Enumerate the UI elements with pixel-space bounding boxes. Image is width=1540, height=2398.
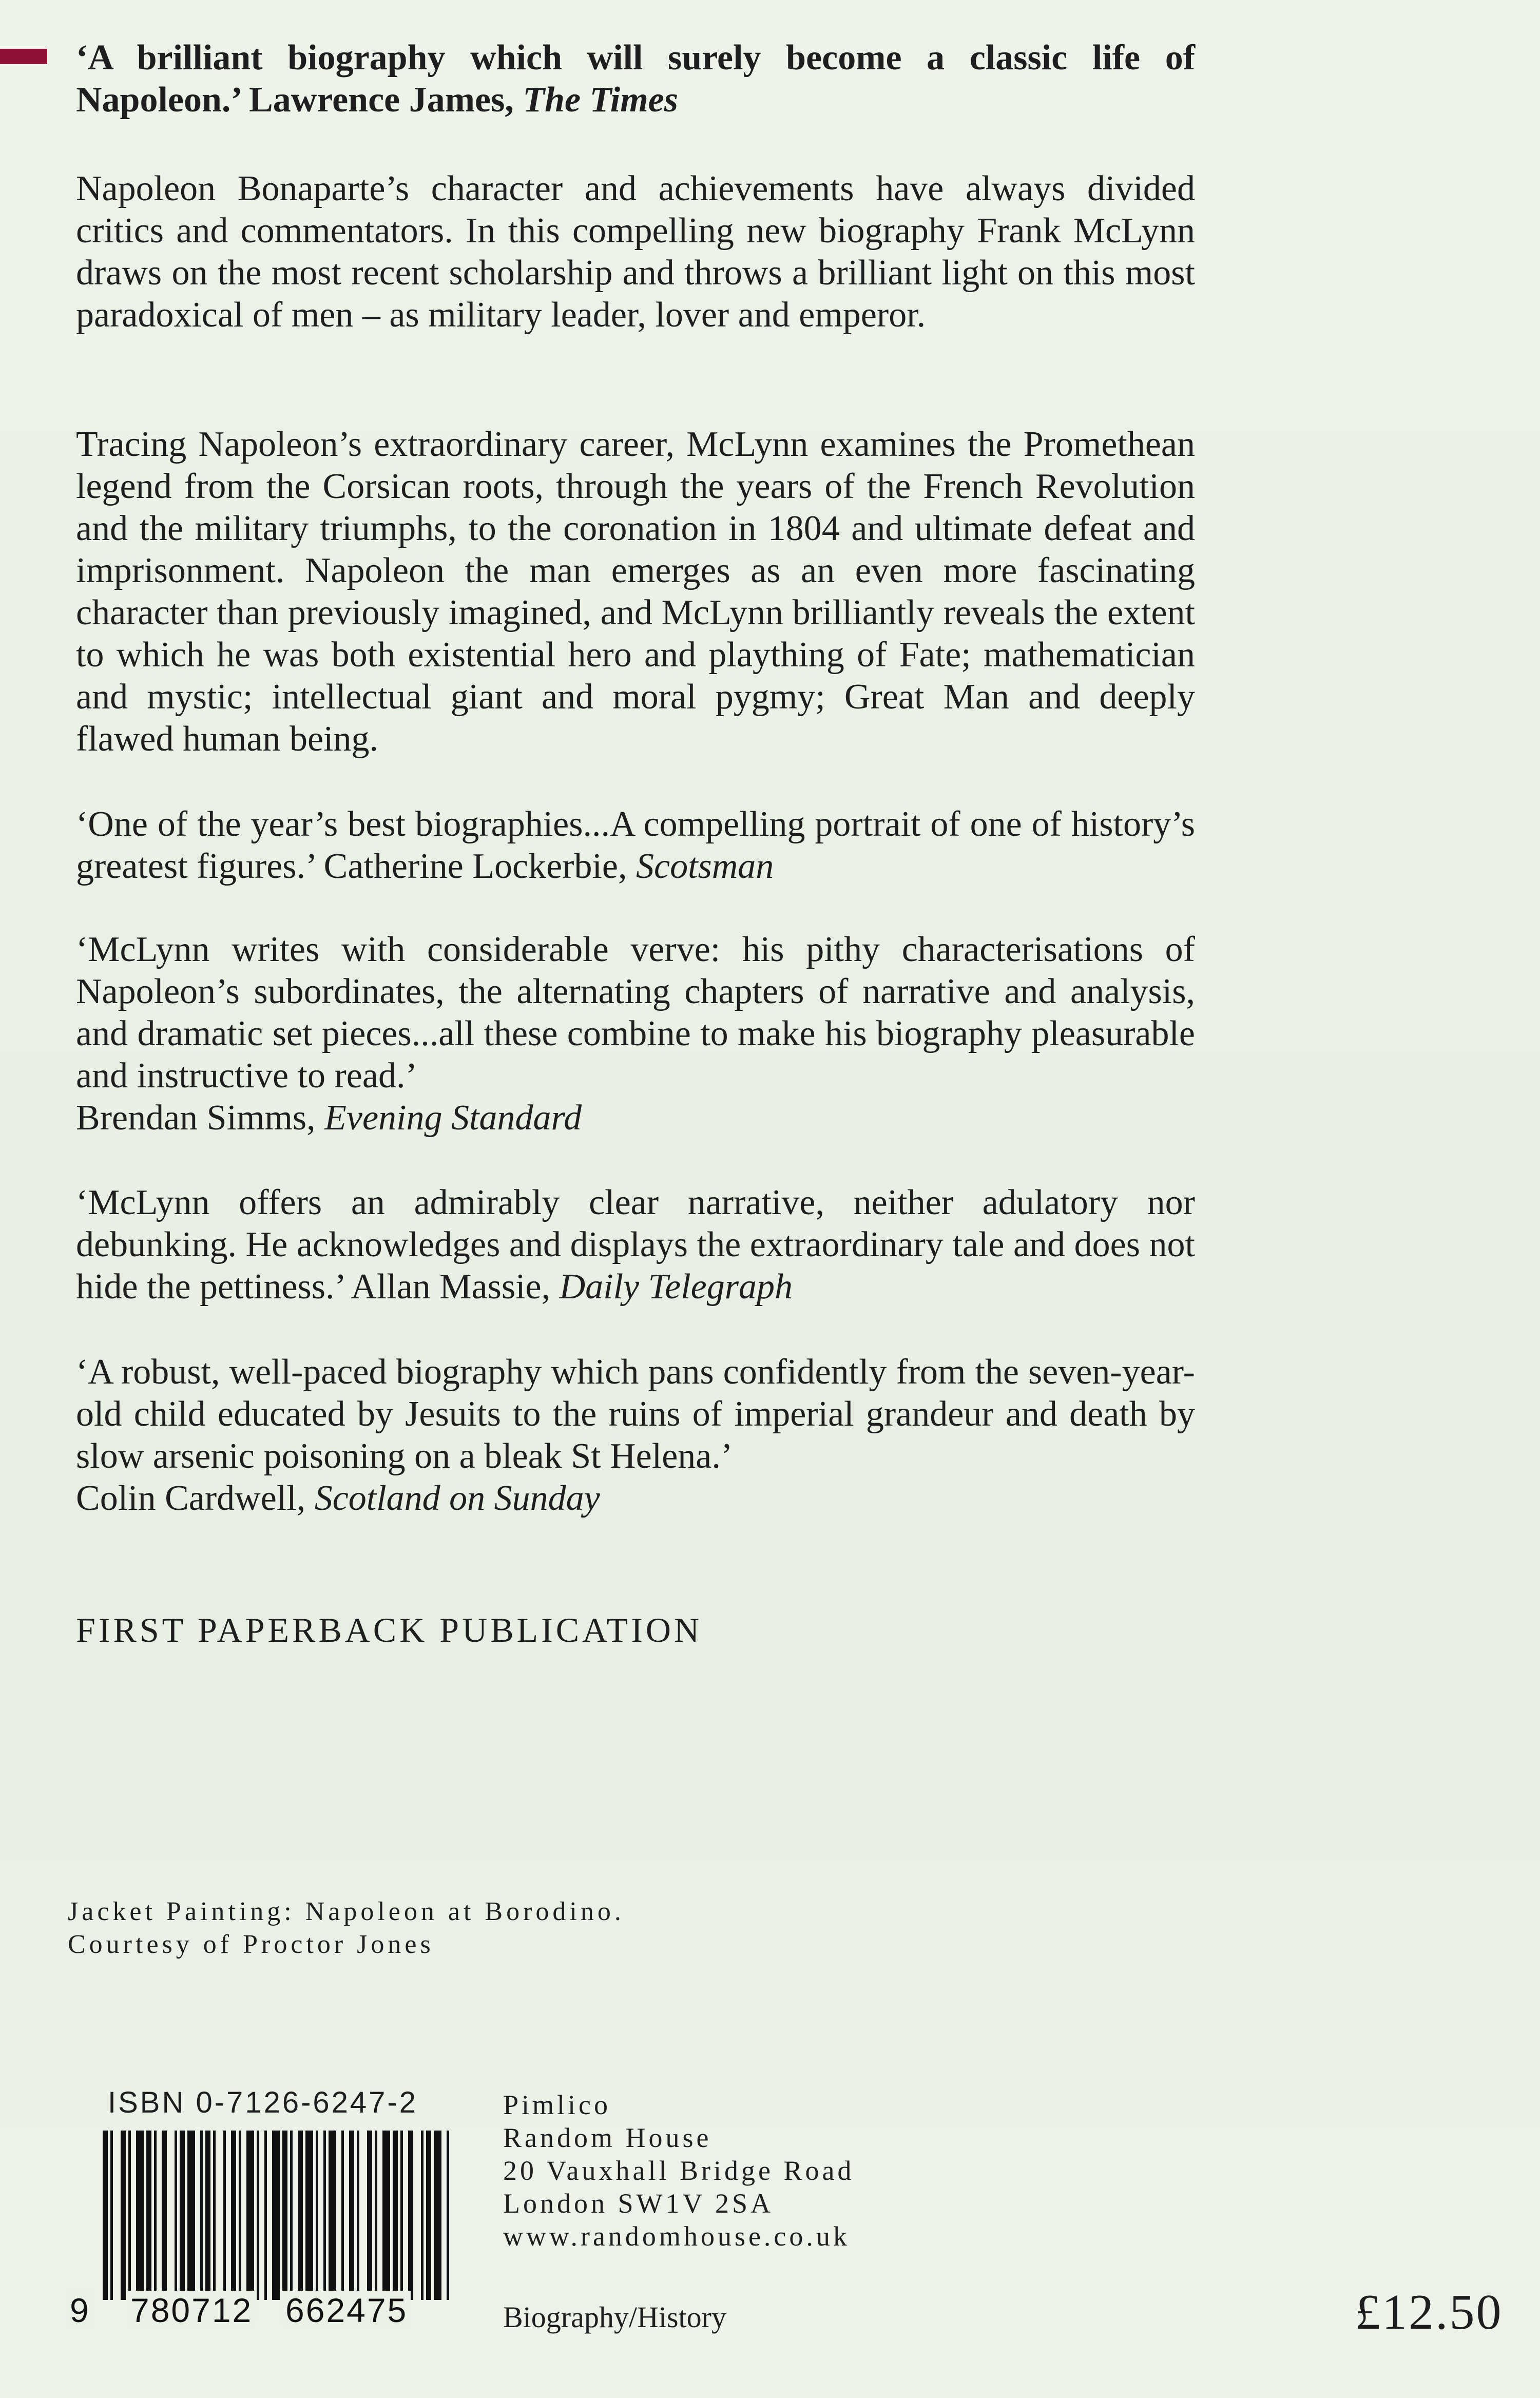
publisher-website: www.randomhouse.co.uk xyxy=(503,2221,850,2252)
review-text: ‘McLynn offers an admirably clear narrative, neither adulatory nor debunking. He acknowledges and displays the extraordinary tale and does not hide the pettiness.’ xyxy=(76,1183,1195,1307)
barcode-bar xyxy=(146,2131,151,2300)
publisher-street: 20 Vauxhall Bridge Road xyxy=(503,2155,855,2186)
review-author: Allan Massie, xyxy=(351,1267,551,1307)
barcode-bar xyxy=(162,2131,167,2300)
lead-quote-source: The Times xyxy=(523,80,678,120)
publisher-city: London SW1V 2SA xyxy=(503,2188,774,2219)
barcode-bar xyxy=(298,2131,303,2300)
barcode-bar xyxy=(305,2131,313,2300)
maroon-edge-mark xyxy=(0,49,47,64)
barcode-bar xyxy=(128,2131,131,2300)
barcode-bar xyxy=(223,2131,226,2300)
barcode-bar xyxy=(357,2131,359,2300)
publisher-address xyxy=(503,2088,854,2253)
barcode-bar xyxy=(180,2131,185,2300)
review-author: Catherine Lockerbie, xyxy=(323,847,627,886)
jacket-credit-line-2: Courtesy of Proctor Jones xyxy=(68,1930,434,1959)
barcode-bar xyxy=(400,2131,403,2300)
barcode-bar xyxy=(367,2131,372,2300)
barcode-bar xyxy=(175,2131,177,2300)
barcode-bar xyxy=(246,2131,254,2300)
barcode-lead-digit: 9 xyxy=(67,2291,92,2330)
publisher-name: Pimlico xyxy=(503,2089,611,2120)
barcode-bar xyxy=(205,2131,210,2300)
barcode-digit-group-1: 780712 xyxy=(127,2291,256,2330)
barcode-bar xyxy=(290,2131,293,2300)
barcode-bar xyxy=(349,2131,354,2300)
barcode-bar xyxy=(282,2131,287,2300)
barcode-digit-group-2: 662475 xyxy=(282,2291,411,2330)
barcode-bar xyxy=(272,2131,280,2300)
review-source: Scotsman xyxy=(636,847,774,886)
barcode-bar xyxy=(393,2131,398,2300)
review-source: Daily Telegraph xyxy=(559,1267,793,1307)
description-paragraph-1: Napoleon Bonaparte’s character and achievements have always divided critics and commentators. In this compelling new biography Frank McLynn draws on the most recent scholarship and throws a brilliant light on this most paradoxical of men – as military leader, lover and emperor. xyxy=(76,169,1195,335)
barcode-bar xyxy=(200,2131,203,2300)
review-text: ‘A robust, well-paced biography which pans confidently from the seven-year-old child educated by Jesuits to the ruins of imperial grandeur and death by slow arsenic poisoning on a bleak St Helena.’ xyxy=(76,1352,1195,1476)
barcode-bar xyxy=(323,2131,326,2300)
review-quote-1 xyxy=(76,803,1195,888)
barcode-bar xyxy=(382,2131,390,2300)
lead-quote-author: Lawrence James, xyxy=(249,80,514,120)
barcode-bar xyxy=(103,2131,108,2300)
price: £12.50 xyxy=(1355,2285,1503,2340)
lead-quote-text: ‘A brilliant biography which will surely become a classic life of Napoleon.’ xyxy=(76,38,1195,120)
barcode-bar xyxy=(329,2131,336,2300)
barcode-bar xyxy=(257,2131,259,2300)
barcode-bar xyxy=(110,2131,113,2300)
barcode-digits xyxy=(67,2291,472,2337)
review-author: Colin Cardwell, xyxy=(76,1479,306,1518)
barcode-bar xyxy=(426,2131,431,2300)
barcode-bar xyxy=(239,2131,241,2300)
barcode-bar xyxy=(231,2131,236,2300)
barcode-bar xyxy=(447,2131,449,2300)
jacket-credit xyxy=(68,1895,625,1961)
review-quote-4 xyxy=(76,1351,1195,1520)
publisher-house: Random House xyxy=(503,2122,712,2153)
review-text: ‘McLynn writes with considerable verve: his pithy characterisations of Napoleon’s subordinates, the alternating chapters of narrative and analysis, and dramatic set pieces...all these combine to make his biography pleasurable and instructive to read.’ xyxy=(76,930,1195,1096)
barcode-bar xyxy=(341,2131,344,2300)
barcode-bar xyxy=(213,2131,216,2300)
category-label: Biography/History xyxy=(503,2300,726,2334)
barcode-bar xyxy=(264,2131,267,2300)
lead-quote xyxy=(76,37,1195,121)
barcode-bar xyxy=(434,2131,441,2300)
review-source: Scotland on Sunday xyxy=(314,1479,600,1518)
barcode-bar xyxy=(408,2131,413,2300)
jacket-credit-line-1: Jacket Painting: Napoleon at Borodino. xyxy=(68,1897,625,1926)
review-text: ‘One of the year’s best biographies...A compelling portrait of one of history’s greatest figures.’ xyxy=(76,804,1195,886)
barcode-bar xyxy=(154,2131,157,2300)
barcode-bar xyxy=(187,2131,195,2300)
review-author: Brendan Simms, xyxy=(76,1098,316,1138)
barcode-bar xyxy=(316,2131,318,2300)
review-quote-3 xyxy=(76,1182,1195,1308)
isbn-label: ISBN 0-7126-6247-2 xyxy=(108,2086,418,2119)
review-source: Evening Standard xyxy=(324,1098,582,1138)
barcode xyxy=(103,2131,452,2300)
review-quote-2 xyxy=(76,929,1195,1139)
barcode-bar xyxy=(121,2131,126,2300)
first-paperback-label: FIRST PAPERBACK PUBLICATION xyxy=(76,1610,703,1649)
barcode-bar xyxy=(375,2131,377,2300)
description-paragraph-2: Tracing Napoleon’s extraordinary career, McLynn examines the Promethean legend from the Corsican roots, through the years of the French Revolution and the military triumphs, to the coronation in 1804 and ultimate defeat and imprisonment. Napoleon the man emerges as an even more fascinating character than previously imagined, and McLynn brilliantly reveals the extent to which he was both existential hero and plaything of Fate; mathematician and mystic; intellectual giant and moral pygmy; Great Man and deeply flawed human being. xyxy=(76,425,1195,759)
barcode-bar xyxy=(136,2131,144,2300)
barcode-bar xyxy=(421,2131,424,2300)
